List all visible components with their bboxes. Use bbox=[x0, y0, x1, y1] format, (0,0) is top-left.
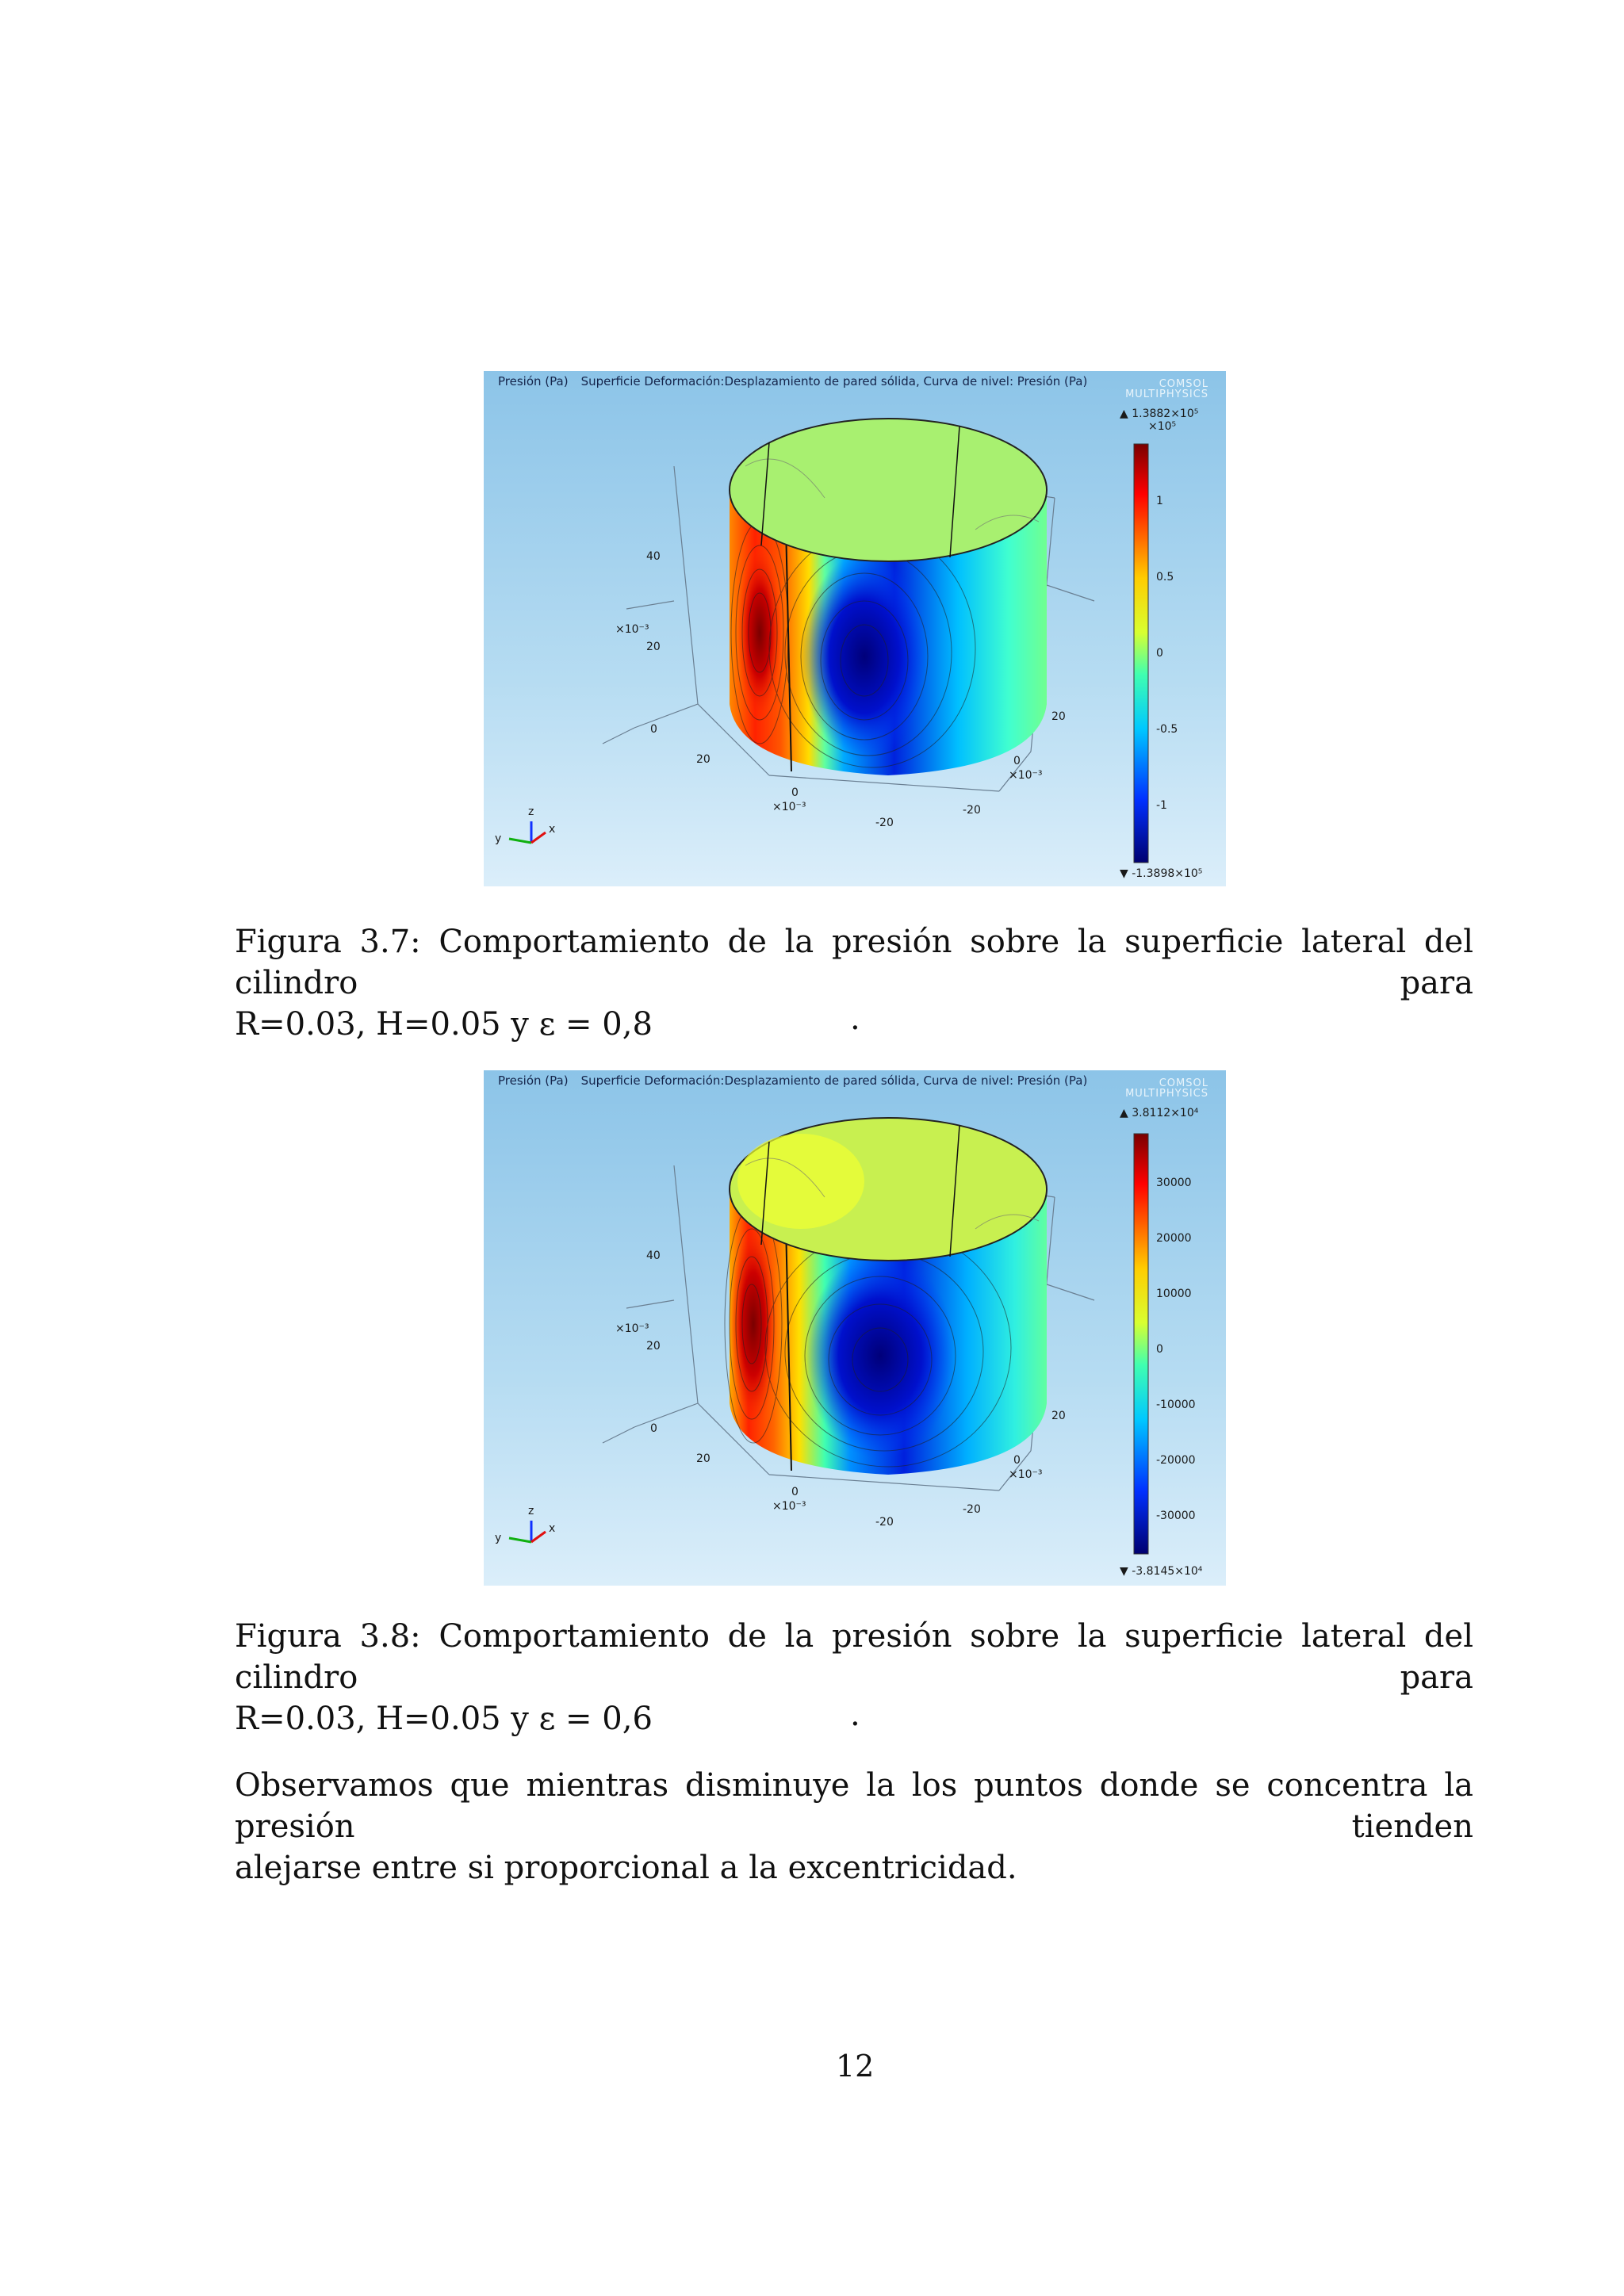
colorbar-max-label: ▲ 3.8112×10⁴ bbox=[1120, 1107, 1199, 1119]
colorbar-max-label: ▲ 1.3882×10⁵ bbox=[1120, 408, 1199, 420]
y-tick: 20 bbox=[1051, 1410, 1066, 1422]
caption-line2: R=0.03, H=0.05 y ε = 0,6 bbox=[235, 1701, 653, 1737]
cylinder-top bbox=[730, 419, 1047, 561]
colorbar-tick: 30000 bbox=[1156, 1177, 1192, 1189]
y-tick: 0 bbox=[1013, 755, 1021, 767]
x-tick: 0 bbox=[791, 786, 799, 799]
colorbar-tick: 20000 bbox=[1156, 1232, 1192, 1245]
x-tick: 20 bbox=[696, 1452, 710, 1465]
logo-line2: MULTIPHYSICS bbox=[1125, 1088, 1208, 1100]
colorbar-tick: 1 bbox=[1156, 495, 1163, 507]
colorbar-min-label: ▼ -3.8145×10⁴ bbox=[1120, 1565, 1203, 1578]
x-tick: 20 bbox=[696, 753, 710, 766]
triad-y-label: y bbox=[495, 832, 502, 845]
colorbar-multiplier: ×10⁵ bbox=[1148, 420, 1177, 433]
separator-dot: . bbox=[850, 1001, 860, 1037]
low-pressure-zone bbox=[801, 553, 928, 760]
body-paragraph bbox=[235, 1765, 1473, 1888]
colorbar-tick: -10000 bbox=[1156, 1399, 1196, 1411]
x-exponent: ×10⁻³ bbox=[772, 801, 806, 813]
low-pressure-zone bbox=[805, 1253, 956, 1459]
logo-line1: COMSOL bbox=[1159, 378, 1208, 390]
pressure-plot bbox=[484, 1070, 1226, 1586]
y-exponent: ×10⁻³ bbox=[1009, 769, 1043, 782]
z-tick: 40 bbox=[646, 1249, 661, 1262]
colorbar-tick: -30000 bbox=[1156, 1510, 1196, 1522]
figure-title-description: Superficie Deformación:Desplazamiento de pared sólida, Curva de nivel: Presión (Pa) bbox=[580, 1073, 1088, 1088]
triad-z-label: z bbox=[528, 806, 534, 818]
triad-z-label: z bbox=[528, 1505, 534, 1517]
colorbar-tick: -0.5 bbox=[1156, 723, 1178, 736]
paragraph-line2: alejarse entre si proporcional a la excentricidad. bbox=[235, 1850, 1017, 1886]
z-exponent: ×10⁻³ bbox=[615, 1322, 649, 1335]
colorbar-tick: 0 bbox=[1156, 1343, 1163, 1356]
colorbar-tick: -20000 bbox=[1156, 1454, 1196, 1467]
caption-line2: R=0.03, H=0.05 y ε = 0,8 bbox=[235, 1006, 653, 1043]
high-pressure-zone bbox=[737, 545, 782, 720]
triad-x-label: x bbox=[549, 1522, 556, 1535]
y-tick: 20 bbox=[1051, 710, 1066, 723]
triad-x-label: x bbox=[549, 823, 556, 836]
colorbar-tick: 10000 bbox=[1156, 1288, 1192, 1300]
y-exponent: ×10⁻³ bbox=[1009, 1468, 1043, 1481]
figure-3-7 bbox=[484, 371, 1226, 886]
figure-title-quantity: Presión (Pa) bbox=[498, 374, 569, 388]
high-pressure-zone bbox=[730, 1221, 777, 1427]
z-tick: 0 bbox=[650, 1422, 657, 1435]
colorbar-tick: 0 bbox=[1156, 647, 1163, 660]
pressure-plot bbox=[484, 371, 1226, 886]
figure-3-8 bbox=[484, 1070, 1226, 1586]
z-tick: 0 bbox=[650, 723, 657, 736]
x-tick: -20 bbox=[875, 817, 894, 829]
logo-line1: COMSOL bbox=[1159, 1077, 1208, 1089]
y-tick: -20 bbox=[963, 1503, 981, 1516]
caption-line1: Figura 3.8: Comportamiento de la presión sobre la superficie lateral del cilindro para bbox=[235, 1618, 1473, 1696]
colorbar-tick: -1 bbox=[1156, 799, 1167, 812]
x-tick: -20 bbox=[875, 1516, 894, 1529]
z-tick: 40 bbox=[646, 550, 661, 563]
y-tick: -20 bbox=[963, 804, 981, 817]
axis-triad bbox=[495, 806, 555, 845]
separator-dot: . bbox=[850, 1697, 860, 1733]
x-tick: 0 bbox=[791, 1486, 799, 1498]
logo-line2: MULTIPHYSICS bbox=[1125, 388, 1208, 400]
z-tick: 20 bbox=[646, 1340, 661, 1353]
z-exponent: ×10⁻³ bbox=[615, 623, 649, 636]
caption-line1: Figura 3.7: Comportamiento de la presión sobre la superficie lateral del cilindro para bbox=[235, 924, 1473, 1001]
x-exponent: ×10⁻³ bbox=[772, 1500, 806, 1513]
z-tick: 20 bbox=[646, 641, 661, 653]
triad-y-label: y bbox=[495, 1532, 502, 1544]
figure-title-description: Superficie Deformación:Desplazamiento de pared sólida, Curva de nivel: Presión (Pa) bbox=[580, 374, 1088, 388]
paragraph-line1: Observamos que mientras disminuye la los puntos donde se concentra la presión tienden bbox=[235, 1767, 1473, 1845]
colorbar bbox=[1120, 408, 1202, 880]
figure-title-quantity: Presión (Pa) bbox=[498, 1073, 569, 1088]
colorbar-min-label: ▼ -1.3898×10⁵ bbox=[1120, 867, 1203, 880]
y-tick: 0 bbox=[1013, 1454, 1021, 1467]
axis-triad bbox=[495, 1505, 555, 1544]
colorbar bbox=[1120, 1107, 1203, 1578]
page-number: 12 bbox=[836, 2049, 875, 2084]
colorbar-tick: 0.5 bbox=[1156, 571, 1174, 584]
